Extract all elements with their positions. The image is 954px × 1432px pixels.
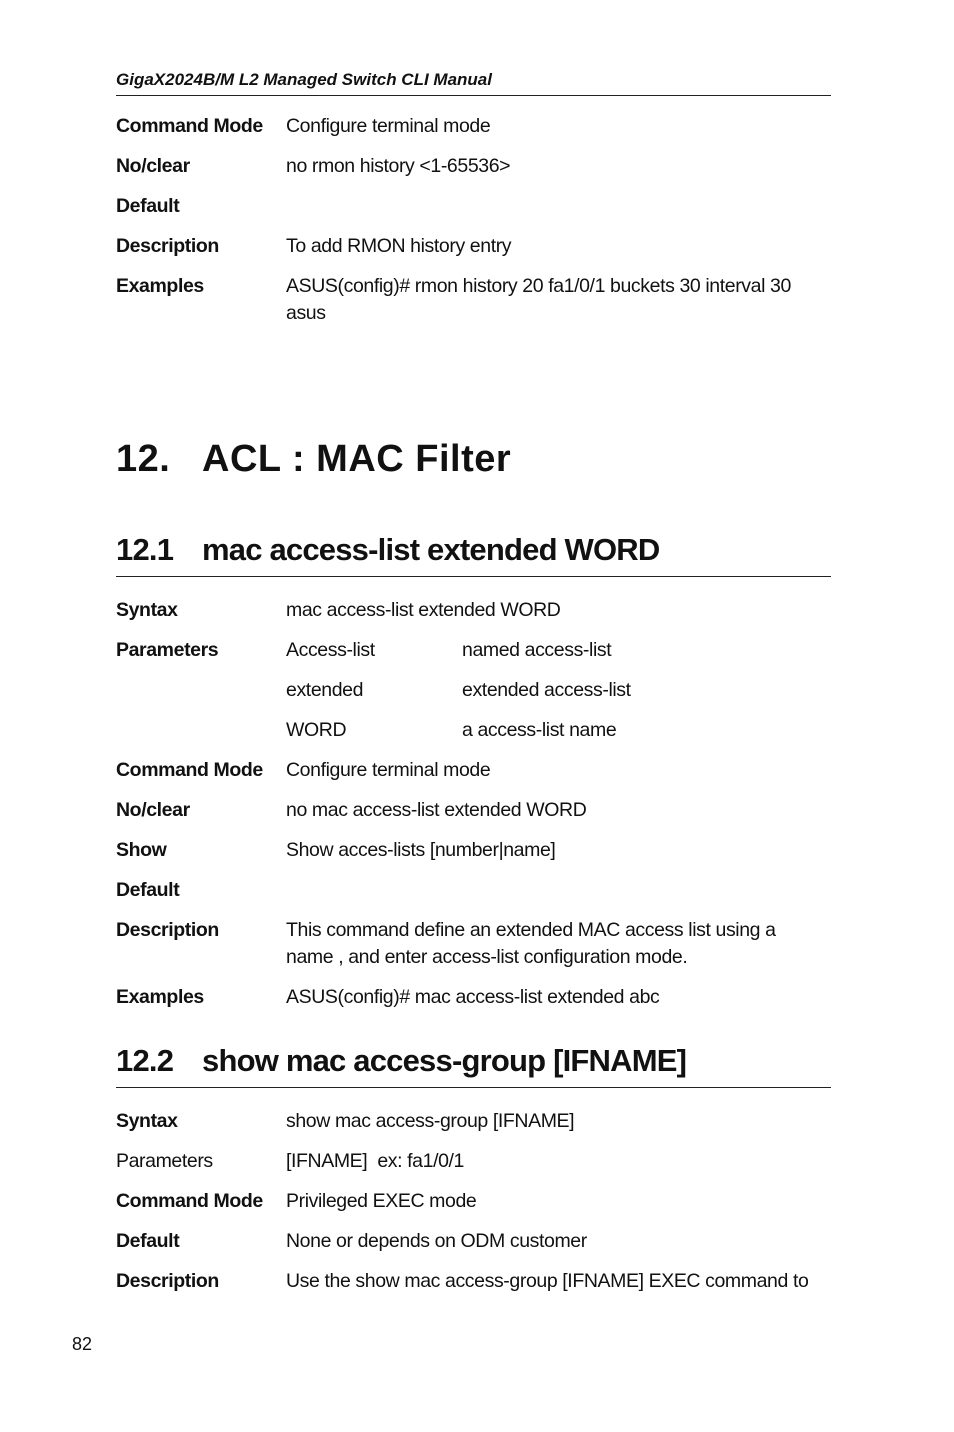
field-label: No/clear — [116, 799, 190, 821]
field-label: Command Mode — [116, 759, 263, 781]
section-heading-12-2 — [116, 1043, 686, 1079]
section-title: mac access-list extended WORD — [202, 532, 660, 567]
field-label: Syntax — [116, 599, 178, 621]
field-label: Parameters — [116, 639, 219, 661]
running-header: GigaX2024B/M L2 Managed Switch CLI Manual — [116, 70, 492, 89]
field-label: Default — [116, 195, 180, 217]
field-value: Privileged EXEC mode — [286, 1190, 477, 1212]
field-label: Examples — [116, 275, 204, 297]
field-label: Command Mode — [116, 115, 263, 137]
field-label: Description — [116, 235, 219, 257]
chapter-title: ACL : MAC Filter — [202, 438, 512, 480]
field-label: Default — [116, 879, 180, 901]
page-number: 82 — [72, 1334, 93, 1354]
param-name: extended — [286, 679, 364, 701]
section-number: 12.1 — [116, 532, 174, 567]
field-value: ASUS(config)# mac access-list extended abc — [286, 986, 660, 1008]
param-desc: named access-list — [462, 639, 612, 661]
field-value: Configure terminal mode — [286, 115, 491, 137]
field-value: [IFNAME] ex: fa1/0/1 — [286, 1150, 465, 1172]
field-value: no rmon history <1-65536> — [286, 155, 511, 177]
field-value: Configure terminal mode — [286, 759, 491, 781]
section-divider — [116, 1087, 831, 1088]
field-value: mac access-list extended WORD — [286, 599, 561, 621]
section-divider — [116, 576, 831, 577]
chapter-number: 12. — [116, 438, 171, 480]
field-value: Show acces-lists [number|name] — [286, 839, 556, 861]
field-label: Show — [116, 839, 167, 861]
param-desc: extended access-list — [462, 679, 631, 701]
field-value: This command define an extended MAC access list using a name , and enter access-list configuration mode. — [286, 919, 776, 968]
field-label: Parameters — [116, 1150, 213, 1172]
section-number: 12.2 — [116, 1043, 174, 1078]
section-title: show mac access-group [IFNAME] — [202, 1043, 687, 1078]
field-label: Syntax — [116, 1110, 178, 1132]
section-heading-12-1 — [116, 532, 659, 568]
field-value: ASUS(config)# rmon history 20 fa1/0/1 buckets 30 interval 30 asus — [286, 275, 791, 324]
field-value: None or depends on ODM customer — [286, 1230, 587, 1252]
field-value: Use the show mac access-group [IFNAME] EXEC command to — [286, 1270, 809, 1292]
param-desc: a access-list name — [462, 719, 617, 741]
field-value: show mac access-group [IFNAME] — [286, 1110, 575, 1132]
field-label: Examples — [116, 986, 204, 1008]
chapter-heading — [116, 438, 511, 481]
field-label: Command Mode — [116, 1190, 263, 1212]
field-value: To add RMON history entry — [286, 235, 512, 257]
field-label: Description — [116, 1270, 219, 1292]
param-name: WORD — [286, 719, 347, 741]
field-label: Description — [116, 919, 219, 941]
field-label: No/clear — [116, 155, 190, 177]
field-value: no mac access-list extended WORD — [286, 799, 587, 821]
field-label: Default — [116, 1230, 180, 1252]
param-name: Access-list — [286, 639, 375, 661]
header-divider — [116, 95, 831, 96]
